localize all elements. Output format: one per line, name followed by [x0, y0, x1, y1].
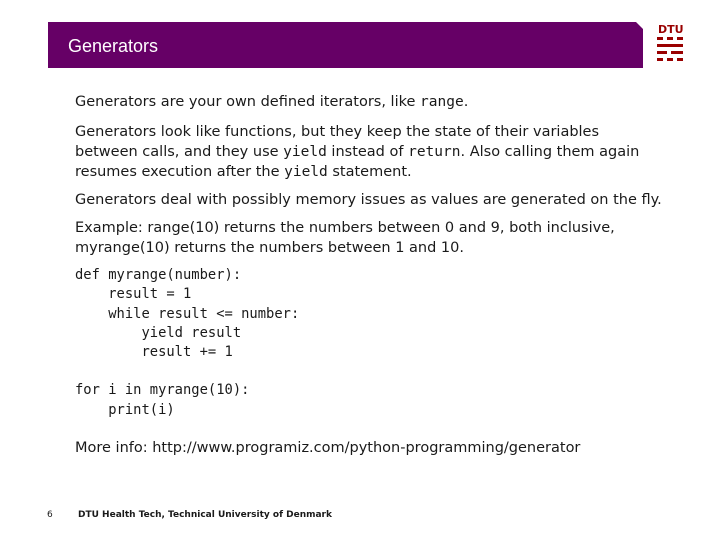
- text: . Also calling them again resumes execution after the: [75, 144, 640, 180]
- more-info-text: More info: http://www.programiz.com/python-programming/generator: [75, 440, 581, 457]
- text: Generators are your own defined iterators, like: [75, 94, 421, 110]
- title-bar: [48, 22, 643, 68]
- paragraph-example: Example: range(10) returns the numbers between 0 and 9, both inclusive, myrange(10) returns the numbers between 1 and 10.: [75, 220, 615, 256]
- code-inline: yield: [283, 144, 327, 160]
- paragraph-intro: [75, 92, 665, 112]
- dtu-logo-icon: [655, 22, 695, 68]
- text: Generators look like functions, but they keep the state of their variables between calls, and they use: [75, 124, 600, 160]
- page-number: 6: [47, 510, 53, 520]
- code-inline: yield: [284, 164, 328, 180]
- slide-title: Generators: [68, 36, 159, 56]
- slide-content: [75, 92, 665, 458]
- code-inline: range: [420, 94, 464, 110]
- paragraph-description: [75, 122, 665, 182]
- code-block-definition: def myrange(number): result = 1 while result <= number: yield result result += 1: [75, 267, 300, 361]
- text: .: [463, 94, 469, 110]
- footer-text: DTU Health Tech, Technical University of Denmark: [78, 510, 332, 520]
- dtu-logo: [655, 22, 695, 68]
- svg-text:DTU: DTU: [658, 23, 684, 36]
- text: instead of: [326, 144, 409, 160]
- text: statement.: [327, 164, 412, 180]
- code-block-usage: for i in myrange(10): print(i): [75, 382, 250, 418]
- code-inline: return: [408, 144, 461, 160]
- paragraph-memory: Generators deal with possibly memory issues as values are generated on the fly.: [75, 192, 662, 208]
